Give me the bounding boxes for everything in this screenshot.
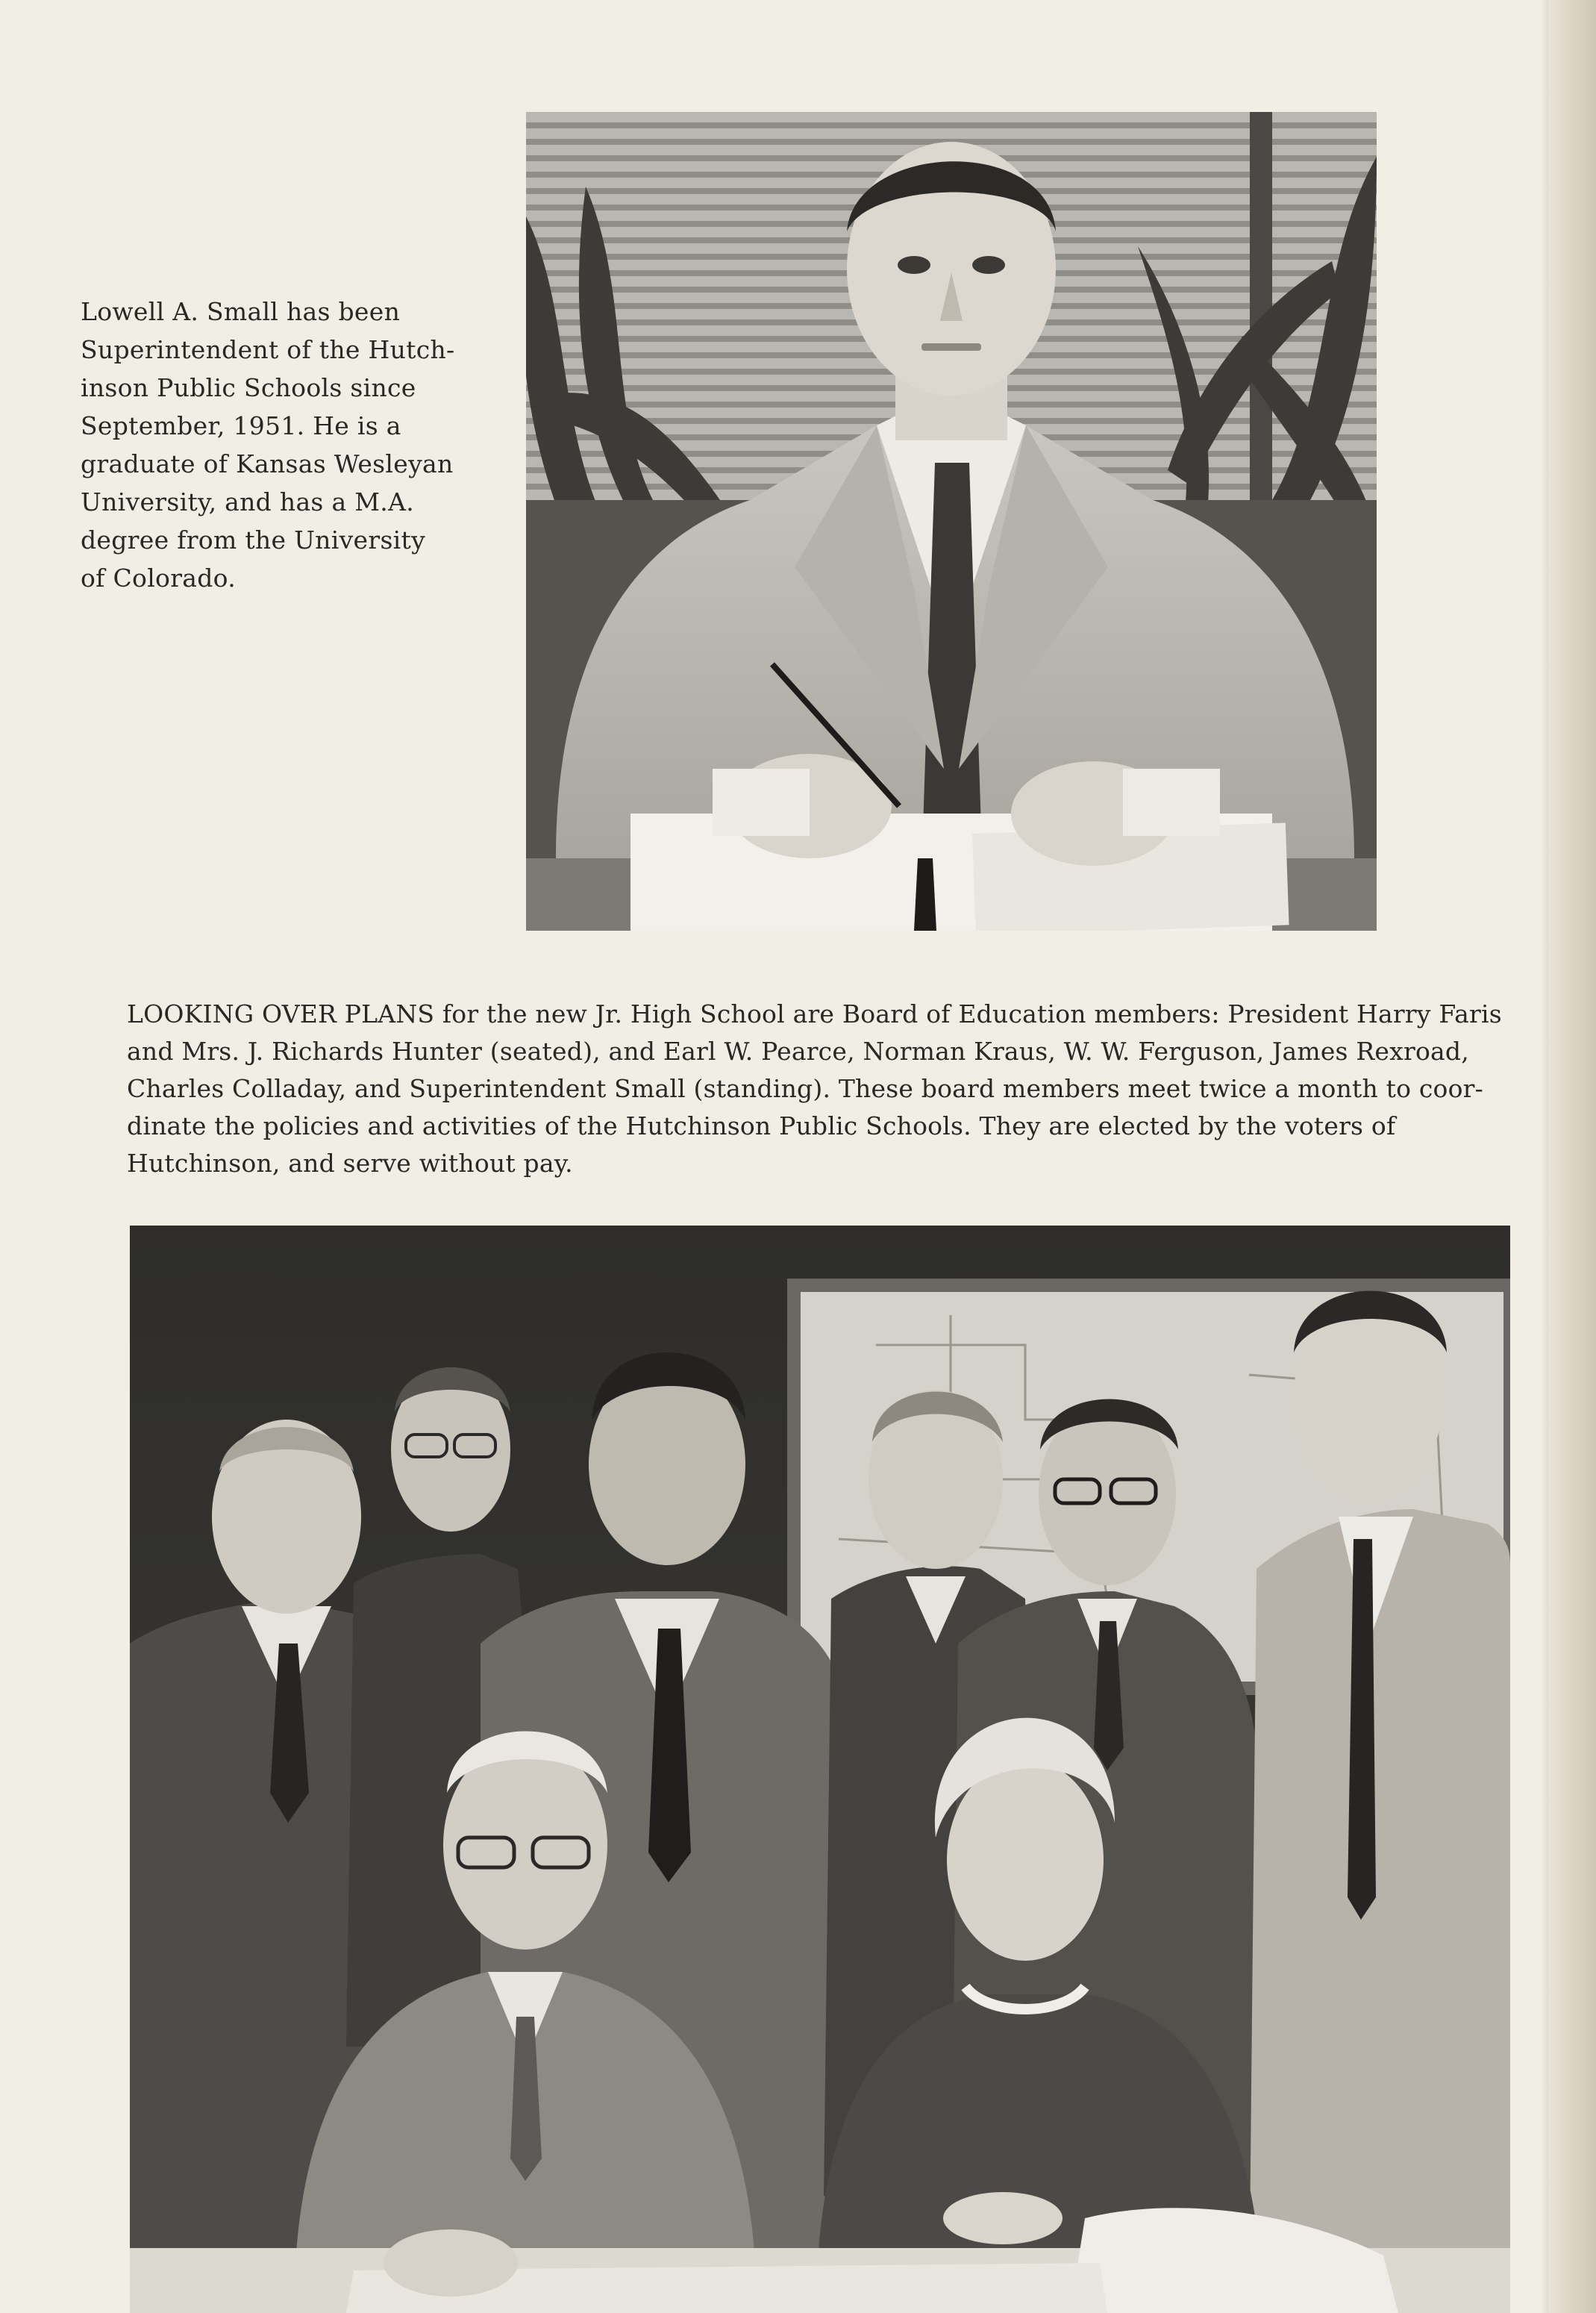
portrait-caption-line: degree from the University: [81, 525, 426, 555]
portrait-illustration: [526, 112, 1377, 931]
portrait-caption-line: University, and has a M.A.: [81, 487, 415, 516]
page-edge: [1548, 0, 1596, 2313]
portrait-caption-line: September, 1951. He is a: [81, 411, 401, 440]
portrait-caption: [81, 293, 469, 597]
board-caption-line: Hutchinson, and serve without pay.: [127, 1149, 573, 1178]
portrait-caption-line: Lowell A. Small has been: [81, 297, 401, 326]
portrait-caption-line: inson Public Schools since: [81, 373, 416, 402]
board-caption-line: and Mrs. J. Richards Hunter (seated), and Earl W. Pearce, Norman Kraus, W. W. Ferguson, James Rexroad,: [127, 1037, 1469, 1066]
superintendent-portrait-photo: [526, 112, 1377, 931]
board-of-education-photo: [130, 1226, 1510, 2313]
board-caption-line: LOOKING OVER PLANS for the new Jr. High School are Board of Education members: President Harry Faris: [127, 999, 1502, 1028]
portrait-caption-line: graduate of Kansas Wesleyan: [81, 449, 454, 478]
board-illustration: [130, 1226, 1510, 2313]
portrait-caption-line: Superintendent of the Hutch-: [81, 335, 455, 364]
portrait-caption-line: of Colorado.: [81, 564, 237, 593]
board-caption: [127, 996, 1530, 1182]
board-caption-line: dinate the policies and activities of the Hutchinson Public Schools. They are elected by the voters of: [127, 1111, 1396, 1140]
board-caption-line: Charles Colladay, and Superintendent Small (standing). These board members meet twice a month to coor-: [127, 1074, 1483, 1103]
